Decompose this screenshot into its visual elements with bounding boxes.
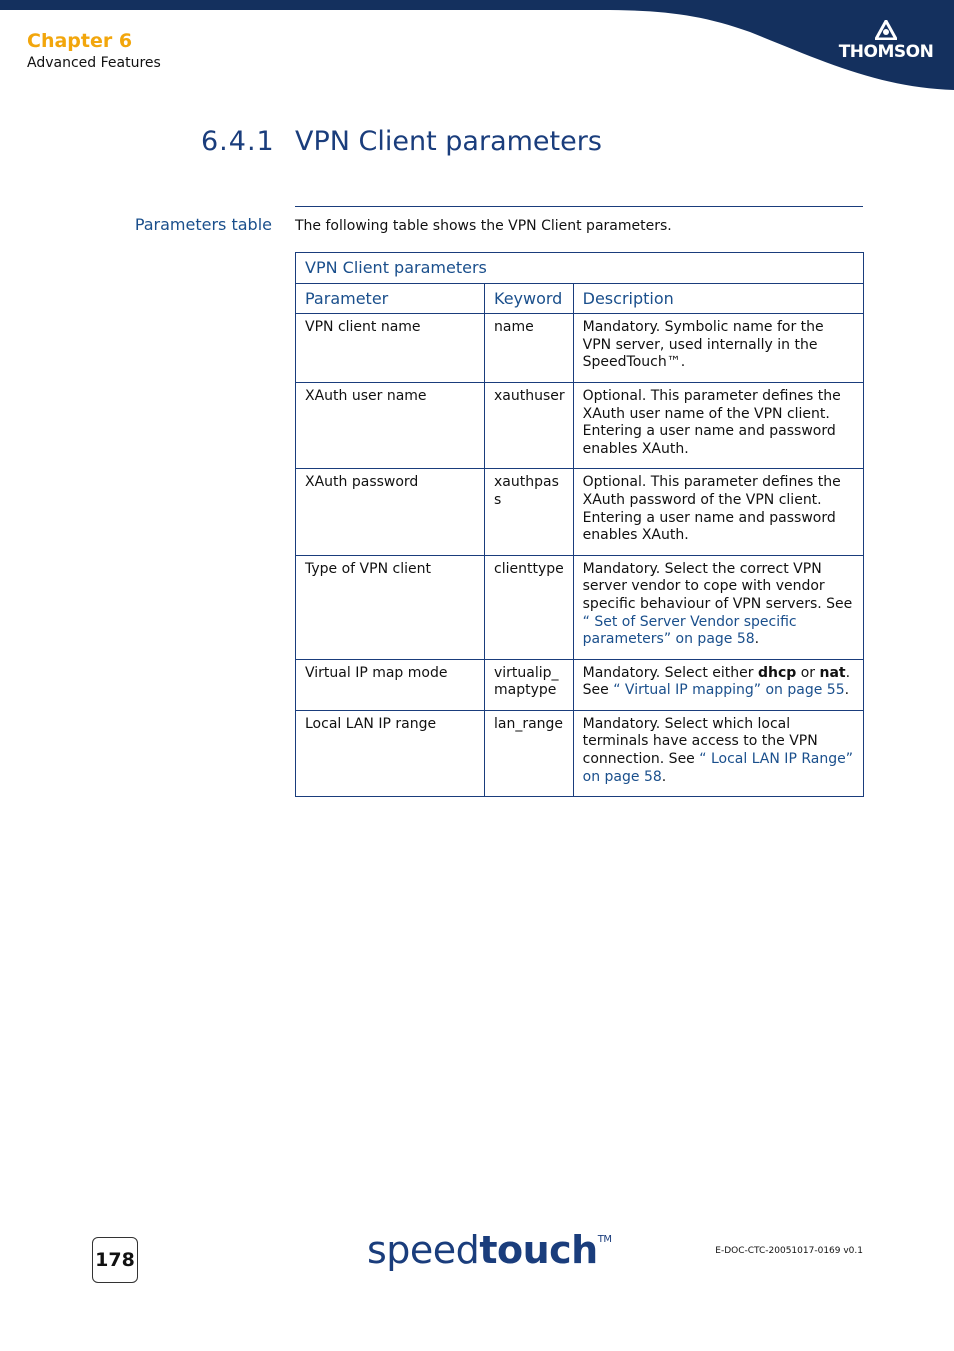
table-row — [296, 659, 864, 710]
description-text: Mandatory. Select either — [582, 664, 758, 681]
parameter-cell: VPN client name — [296, 314, 485, 383]
description-cell — [573, 659, 863, 710]
logo-light: speed — [367, 1228, 480, 1272]
cross-reference-link[interactable]: “ Local LAN IP Range” on page 58 — [582, 751, 853, 785]
section-number: 6.4.1 — [201, 126, 275, 157]
header-description: Description — [573, 283, 863, 314]
cross-reference-link[interactable]: “ Set of Server Vendor specific parameters” on page 58 — [582, 613, 797, 648]
header-keyword: Keyword — [485, 283, 574, 314]
parameter-cell: XAuth user name — [296, 382, 485, 468]
header-parameter: Parameter — [296, 283, 485, 314]
header-band — [0, 0, 954, 92]
description-text: . See — [582, 664, 851, 699]
parameter-cell: XAuth password — [296, 469, 485, 555]
speedtouch-logo — [367, 1228, 611, 1272]
table-row — [296, 710, 864, 796]
description-end: . — [754, 631, 760, 648]
page-number: 178 — [92, 1237, 138, 1283]
description-text: Mandatory. Select the correct VPN server vendor to cope with vendor specific behaviour of VPN servers. See — [582, 560, 853, 612]
table-caption-row — [296, 253, 864, 284]
keyword-cell: lan_range — [485, 710, 574, 796]
parameter-cell: Virtual IP map mode — [296, 659, 485, 710]
intro-text: The following table shows the VPN Client parameters. — [295, 218, 672, 234]
thomson-triangle-icon — [875, 20, 897, 40]
keyword-cell: virtualip_ maptype — [485, 659, 574, 710]
description-end: . — [844, 682, 850, 699]
cross-reference-link[interactable]: “ Virtual IP mapping” on page 55 — [613, 682, 845, 699]
section-title-text: VPN Client parameters — [295, 126, 602, 157]
description-text: Mandatory. Select which local terminals have access to the VPN connection. See — [582, 715, 818, 768]
parameter-cell: Type of VPN client — [296, 555, 485, 659]
table-caption: VPN Client parameters — [296, 253, 864, 284]
description-cell: Optional. This parameter defines the XAuth user name of the VPN client. Entering a user name and password enables XAuth. — [573, 382, 863, 468]
brand-name: THOMSON — [838, 42, 934, 62]
description-cell: Mandatory. Symbolic name for the VPN server, used internally in the SpeedTouch™. — [573, 314, 863, 383]
keyword-cell: xauthpas s — [485, 469, 574, 555]
table-row — [296, 382, 864, 468]
table-row — [296, 469, 864, 555]
table-header-row — [296, 283, 864, 314]
chapter-label: Chapter 6 — [27, 30, 133, 52]
brand-logo — [838, 20, 934, 70]
keyword-cell: clienttype — [485, 555, 574, 659]
document-reference: E-DOC-CTC-20051017-0169 v0.1 — [715, 1246, 863, 1256]
description-end: . — [661, 768, 667, 785]
section-divider — [295, 206, 863, 207]
description-cell: Optional. This parameter defines the XAuth password of the VPN client. Entering a user name and password enables XAuth. — [573, 469, 863, 555]
description-text: or — [796, 664, 820, 681]
keyword-cell: name — [485, 314, 574, 383]
parameters-table — [295, 252, 864, 797]
table-row — [296, 314, 864, 383]
option-nat: nat — [819, 664, 846, 681]
section-title — [201, 126, 602, 157]
chapter-subtitle: Advanced Features — [27, 55, 161, 71]
logo-bold: touch — [479, 1228, 598, 1272]
table-row — [296, 555, 864, 659]
side-heading: Parameters table — [134, 215, 272, 234]
description-cell — [573, 555, 863, 659]
description-cell — [573, 710, 863, 796]
keyword-cell: xauthuser — [485, 382, 574, 468]
option-dhcp: dhcp — [757, 664, 797, 681]
parameter-cell: Local LAN IP range — [296, 710, 485, 796]
logo-trademark: TM — [597, 1234, 612, 1245]
